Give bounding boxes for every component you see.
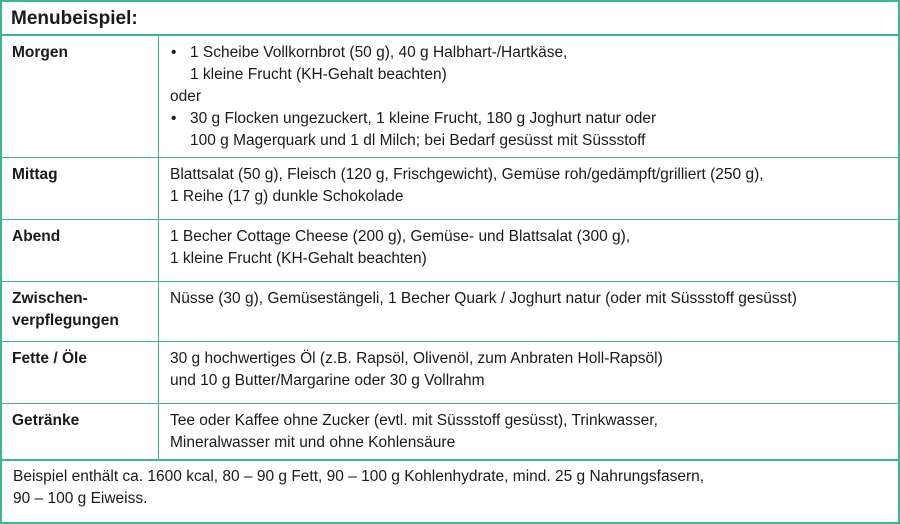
connector-text: oder	[170, 88, 202, 105]
row-content-fette-oele	[159, 342, 898, 403]
text-line: 100 g Magerquark und 1 dl Milch; bei Bedarf gesüsst mit Süssstoff	[190, 132, 646, 149]
list-item	[170, 108, 888, 152]
text-line: 1 Becher Cottage Cheese (200 g), Gemüse- und Blattsalat (300 g),	[170, 228, 631, 245]
text-line: 1 kleine Frucht (KH-Gehalt beachten)	[170, 250, 427, 267]
text-line: und 10 g Butter/Margarine oder 30 g Vollrahm	[170, 372, 485, 389]
table-row-getraenke	[2, 404, 898, 461]
row-content-mittag	[159, 158, 898, 219]
table-row-morgen	[2, 36, 898, 158]
row-label-morgen: Morgen	[2, 36, 159, 157]
text-line: 30 g hochwertiges Öl (z.B. Rapsöl, Olivenöl, zum Anbraten Holl-Rapsöl)	[170, 350, 663, 367]
bullet-icon: •	[171, 110, 177, 127]
text-line: Mineralwasser mit und ohne Kohlensäure	[170, 434, 456, 451]
footer-line: Beispiel enthält ca. 1600 kcal, 80 – 90 g Fett, 90 – 100 g Kohlenhydrate, mind. 25 g Nahrungsfasern,	[13, 468, 705, 485]
table-title: Menubeispiel:	[2, 2, 898, 36]
row-label-fette-oele: Fette / Öle	[2, 342, 159, 403]
label-line: Zwischen-	[12, 290, 88, 307]
row-label-abend: Abend	[2, 220, 159, 281]
row-content-getraenke	[159, 404, 898, 459]
text-line: Tee oder Kaffee ohne Zucker (evtl. mit Süssstoff gesüsst), Trinkwasser,	[170, 412, 658, 429]
table-row-abend	[2, 220, 898, 282]
list-item	[170, 42, 888, 86]
text-line: 30 g Flocken ungezuckert, 1 kleine Frucht, 180 g Joghurt natur oder	[190, 110, 657, 127]
label-line: verpflegungen	[12, 312, 119, 329]
row-label-zwischenverpflegungen	[2, 282, 159, 341]
row-label-mittag: Mittag	[2, 158, 159, 219]
footer-line: 90 – 100 g Eiweiss.	[13, 490, 148, 507]
text-line: 1 Scheibe Vollkornbrot (50 g), 40 g Halbhart-/Hartkäse,	[190, 44, 568, 61]
text-line: 1 kleine Frucht (KH-Gehalt beachten)	[190, 66, 447, 83]
footer-note	[2, 461, 898, 522]
text-line: 1 Reihe (17 g) dunkle Schokolade	[170, 188, 404, 205]
row-content-morgen	[159, 36, 898, 157]
table-row-zwischenverpflegungen	[2, 282, 898, 342]
row-label-getraenke: Getränke	[2, 404, 159, 459]
bullet-icon: •	[171, 44, 177, 61]
row-content-abend	[159, 220, 898, 281]
text-line: Blattsalat (50 g), Fleisch (120 g, Frischgewicht), Gemüse roh/gedämpft/grilliert (250 g),	[170, 166, 764, 183]
text-line: Nüsse (30 g), Gemüsestängeli, 1 Becher Quark / Joghurt natur (oder mit Süssstoff gesüsst)	[170, 290, 797, 307]
table-row-mittag	[2, 158, 898, 220]
row-content-zwischenverpflegungen	[159, 282, 898, 341]
table-row-fette-oele	[2, 342, 898, 404]
